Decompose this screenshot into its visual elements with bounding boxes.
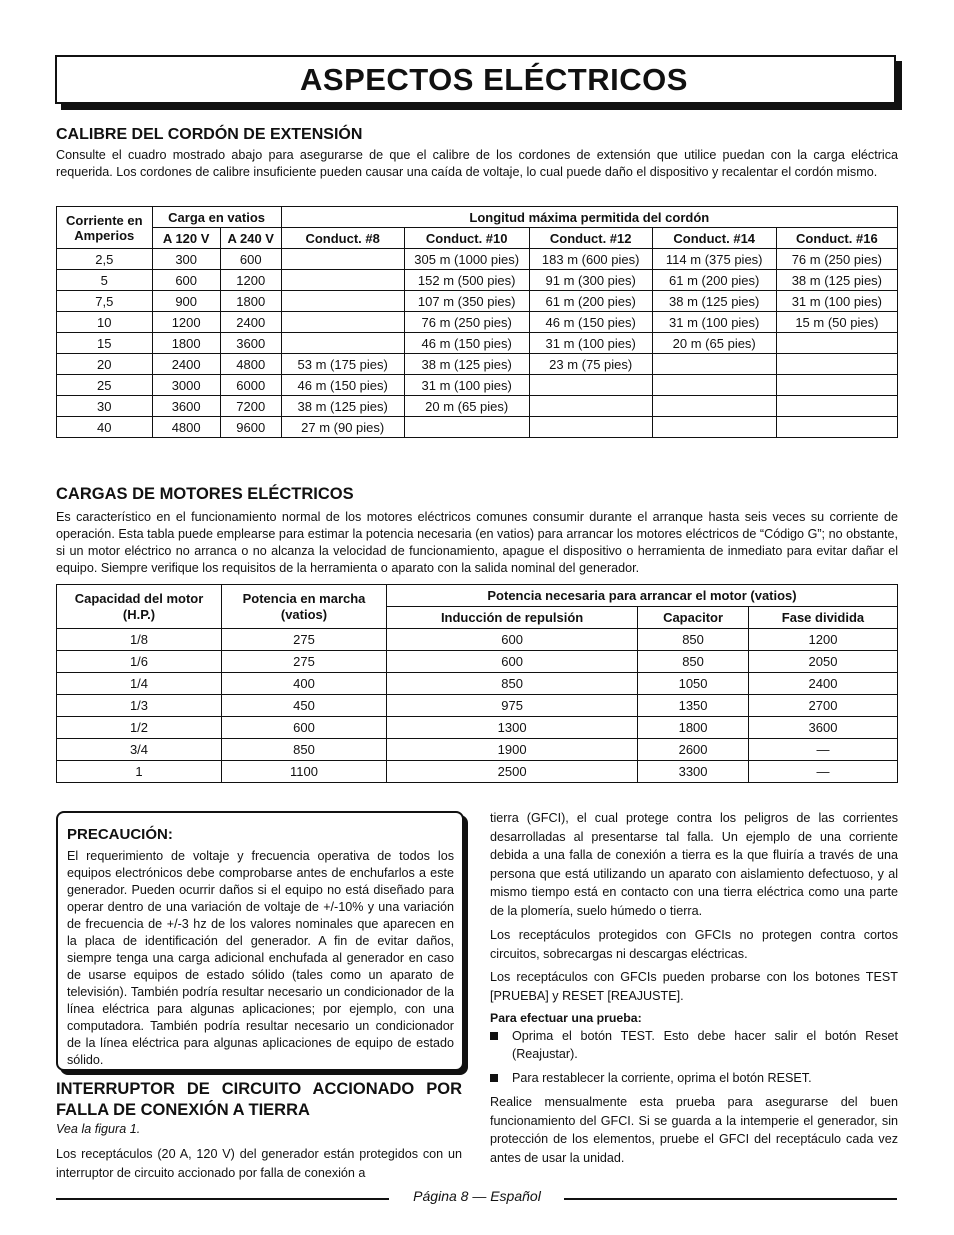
table-row (57, 270, 898, 291)
gfci-body-right-4: Realice mensualmente esta prueba para asegurarse del buen funcionamiento del GFCI. Si se guarda a la intemperie el generador, sin protección de los elementos, pruebe el GFCI del receptáculo cada vez antes de usar la unidad. (490, 1095, 898, 1165)
table-cell: 2050 (748, 651, 897, 673)
table-cell: 3/4 (57, 739, 222, 761)
test-step-1 (490, 1027, 898, 1063)
gfci-body-right-2: Los receptáculos protegidos con GFCIs no protegen contra cortos circuitos, sobrecargas ni descargas eléctricas. (490, 928, 898, 961)
gfci-body-right-1: tierra (GFCI), el cual protege contra los peligros de las corrientes desarrolladas al presentarse tal falla. Un ejemplo de una corriente debida a una falla de conexión a tierra es la que fluiría a través de una persona que está utilizando un aparato con aislamiento defectuoso, y al mismo tiempo está en contacto con una tierra eléctrica como una parte de la plomería, suelo húmedo o tierra. (490, 811, 898, 918)
section-heading-gfci: INTERRUPTOR DE CIRCUITO ACCIONADO POR FALLA DE CONEXIÓN A TIERRA (56, 1080, 462, 1119)
table-cell: 850 (222, 739, 387, 761)
table-row (57, 717, 898, 739)
table-cell: 38 m (125 pies) (281, 396, 404, 417)
table-row (57, 333, 898, 354)
table-cell (281, 270, 404, 291)
table-cell: 4800 (152, 417, 220, 438)
table-cell: 152 m (500 pies) (404, 270, 529, 291)
bullet-square-icon (490, 1074, 498, 1082)
table-cell: 2400 (220, 312, 281, 333)
table-cell: 300 (152, 249, 220, 270)
table-row (57, 695, 898, 717)
subheader-cell: Conduct. #14 (652, 228, 776, 249)
table-row (57, 673, 898, 695)
table-cell (652, 417, 776, 438)
extension-cord-table (56, 206, 898, 438)
table-cell: 7,5 (57, 291, 153, 312)
test-step-2-text: Para restablecer la corriente, oprima el botón RESET. (512, 1071, 812, 1085)
subheader-cell: Conduct. #8 (281, 228, 404, 249)
gfci-body-left: Los receptáculos (20 A, 120 V) del generador están protegidos con un interruptor de circuito accionado por falla de conexión a (56, 1147, 462, 1180)
figure-reference: Vea la figura 1. (56, 1122, 141, 1136)
table-cell: 975 (387, 695, 638, 717)
table-row (57, 375, 898, 396)
table-cell: 850 (638, 651, 749, 673)
subheader-cell: A 240 V (220, 228, 281, 249)
header-length: Longitud máxima permitida del cordón (281, 207, 897, 228)
table-cell: 1200 (220, 270, 281, 291)
table-cell: 76 m (250 pies) (776, 249, 897, 270)
table-cell: 1/6 (57, 651, 222, 673)
table-cell: 850 (638, 629, 749, 651)
table-row (57, 354, 898, 375)
table-cell: 31 m (100 pies) (529, 333, 652, 354)
caution-box (56, 811, 464, 1071)
table-cell: 91 m (300 pies) (529, 270, 652, 291)
table-cell: 3600 (220, 333, 281, 354)
table-cell: 1350 (638, 695, 749, 717)
table-cell (529, 375, 652, 396)
bullet-square-icon (490, 1032, 498, 1040)
table-cell: 1900 (387, 739, 638, 761)
table-cell: 76 m (250 pies) (404, 312, 529, 333)
table-cell: 1/2 (57, 717, 222, 739)
table-cell: 3300 (638, 761, 749, 783)
table-cell: 1050 (638, 673, 749, 695)
table-cell: 2400 (748, 673, 897, 695)
table-cell: 1/8 (57, 629, 222, 651)
table-row (57, 761, 898, 783)
table-row (57, 291, 898, 312)
header-current: Corriente en Amperios (57, 207, 153, 249)
table-cell: 275 (222, 651, 387, 673)
table-cell: 3000 (152, 375, 220, 396)
table-cell: 23 m (75 pies) (529, 354, 652, 375)
table-cell: 107 m (350 pies) (404, 291, 529, 312)
test-step-1-text: Oprima el botón TEST. Esto debe hacer salir el botón Reset (Reajustar). (512, 1029, 898, 1061)
table-cell: 6000 (220, 375, 281, 396)
table-cell: 114 m (375 pies) (652, 249, 776, 270)
table-cell: 1300 (387, 717, 638, 739)
table-cell (776, 354, 897, 375)
table-cell (652, 375, 776, 396)
table-cell: 600 (152, 270, 220, 291)
table-cell: 600 (220, 249, 281, 270)
table-cell (776, 375, 897, 396)
table-row (57, 249, 898, 270)
section-heading-cord-gauge: CALIBRE DEL CORDÓN DE EXTENSIÓN (56, 126, 363, 143)
table-row (57, 651, 898, 673)
table-cell (404, 417, 529, 438)
table-cell: 2,5 (57, 249, 153, 270)
table-cell: — (748, 739, 897, 761)
table-cell (652, 354, 776, 375)
table-cell: 15 m (50 pies) (776, 312, 897, 333)
table-cell: 9600 (220, 417, 281, 438)
table-cell: 27 m (90 pies) (281, 417, 404, 438)
table-cell: 61 m (200 pies) (652, 270, 776, 291)
header-running: Potencia en marcha (vatios) (222, 585, 387, 629)
table-row (57, 739, 898, 761)
subheader-cell: Conduct. #16 (776, 228, 897, 249)
section-body-cord-gauge: Consulte el cuadro mostrado abajo para asegurarse de que el calibre de los cordones de extensión que utilice puedan con la carga eléctrica requerida. Los cordones de calibre insuficiente pueden causar una caída de voltaje, lo cual puede daño el dispositivo y recalentar el cordón mismo. (56, 148, 898, 179)
table-cell: 40 (57, 417, 153, 438)
table-cell: 20 m (65 pies) (652, 333, 776, 354)
caution-title: PRECAUCIÓN: (67, 826, 173, 843)
caution-body: El requerimiento de voltaje y frecuencia operativa de todos los equipos electrónicos debe comprobarse antes de enchufarlos a este generador. Pueden ocurrir daños si el equipo no está diseñado para operar dentro de una variación de voltaje de +/-10% y una variación de frecuencia de +/-3 hz de los valores nominales que aparecen en la placa de identificación del generador. A fin de evitar daños, siempre tenga una carga adicional enchufada al generador en caso de usarse equipos de estado sólido (tales como un aparato de televisión). También podría resultar necesario un condicionador de la línea eléctrica para algunas aplicaciones; por ejemplo, con una computadora. También podría resultar necesario un condicionador de la línea eléctrica para algunas aplicaciones de equipo de estado sólido. (67, 849, 454, 1067)
table-row (57, 396, 898, 417)
table-cell: 46 m (150 pies) (529, 312, 652, 333)
table-cell: 600 (222, 717, 387, 739)
table-cell: 1/3 (57, 695, 222, 717)
page-title-banner (55, 55, 896, 104)
table-cell: 2500 (387, 761, 638, 783)
table-cell: 305 m (1000 pies) (404, 249, 529, 270)
table-cell: 3600 (152, 396, 220, 417)
gfci-body-right-3: Los receptáculos con GFCIs pueden probarse con los botones TEST [PRUEBA] y RESET [REAJUSTE]. (490, 970, 898, 1003)
table-cell (281, 249, 404, 270)
table-row (57, 312, 898, 333)
table-cell: 850 (387, 673, 638, 695)
table-cell: 1200 (748, 629, 897, 651)
page-footer: Página 8 — Español (413, 1188, 541, 1204)
table-row (57, 417, 898, 438)
table-cell: 31 m (100 pies) (652, 312, 776, 333)
table-row (57, 629, 898, 651)
table-cell: 10 (57, 312, 153, 333)
table-cell: 31 m (100 pies) (404, 375, 529, 396)
test-step-2 (490, 1069, 898, 1087)
table-cell: 1/4 (57, 673, 222, 695)
table-cell: 1800 (152, 333, 220, 354)
test-heading: Para efectuar una prueba: (490, 1011, 642, 1025)
table-cell: 61 m (200 pies) (529, 291, 652, 312)
header-load: Carga en vatios (152, 207, 281, 228)
table-cell: 275 (222, 629, 387, 651)
table-cell: 400 (222, 673, 387, 695)
table-cell: 7200 (220, 396, 281, 417)
subheader-cell: Capacitor (638, 607, 749, 629)
table-cell: 2400 (152, 354, 220, 375)
table-cell: 900 (152, 291, 220, 312)
table-cell: 1 (57, 761, 222, 783)
table-cell (281, 333, 404, 354)
table-cell: 38 m (125 pies) (652, 291, 776, 312)
table-cell: 2600 (638, 739, 749, 761)
table-cell: 20 m (65 pies) (404, 396, 529, 417)
table-cell (281, 312, 404, 333)
table-cell: 25 (57, 375, 153, 396)
table-cell: 30 (57, 396, 153, 417)
table-cell (529, 417, 652, 438)
table-cell (529, 396, 652, 417)
table-cell (776, 396, 897, 417)
table-cell (652, 396, 776, 417)
table-cell: 4800 (220, 354, 281, 375)
page-title: ASPECTOS ELÉCTRICOS (300, 62, 688, 97)
table-cell: 31 m (100 pies) (776, 291, 897, 312)
table-cell: 3600 (748, 717, 897, 739)
table-cell: 15 (57, 333, 153, 354)
table-cell: 2700 (748, 695, 897, 717)
table-cell: 46 m (150 pies) (404, 333, 529, 354)
table-cell: 5 (57, 270, 153, 291)
table-cell: 183 m (600 pies) (529, 249, 652, 270)
table-cell: 1800 (638, 717, 749, 739)
table-cell: 1800 (220, 291, 281, 312)
subheader-cell: Inducción de repulsión (387, 607, 638, 629)
table-cell: 38 m (125 pies) (776, 270, 897, 291)
table-cell: 600 (387, 651, 638, 673)
header-start: Potencia necesaria para arrancar el motor (vatios) (387, 585, 898, 607)
table-cell (776, 417, 897, 438)
subheader-cell: Conduct. #12 (529, 228, 652, 249)
section-heading-motor-loads: CARGAS DE MOTORES ELÉCTRICOS (56, 485, 354, 503)
table-cell: 53 m (175 pies) (281, 354, 404, 375)
table-cell (281, 291, 404, 312)
table-cell: 38 m (125 pies) (404, 354, 529, 375)
section-body-motor-loads: Es característico en el funcionamiento normal de los motores eléctricos comunes consumir durante el arranque hasta seis veces su corriente de operación. Esta tabla puede emplearse para estimar la potencia necesaria (en vatios) para arrancar los motores eléctricos de “Código G”; no obstante, si un motor eléctrico no arranca o no alcanza la velocidad de funcionamiento, apague el dispositivo o herramienta de inmediato para evitar dañar el equipo. Siempre verifique los requisitos de la herramienta o aparato con la salida nominal del generador. (56, 510, 898, 575)
subheader-cell: Conduct. #10 (404, 228, 529, 249)
table-cell: 46 m (150 pies) (281, 375, 404, 396)
table-cell (776, 333, 897, 354)
subheader-cell: A 120 V (152, 228, 220, 249)
table-cell: 450 (222, 695, 387, 717)
table-cell: 1200 (152, 312, 220, 333)
subheader-cell: Fase dividida (748, 607, 897, 629)
table-cell: 20 (57, 354, 153, 375)
table-cell: 600 (387, 629, 638, 651)
table-cell: — (748, 761, 897, 783)
table-cell: 1100 (222, 761, 387, 783)
header-capacity: Capacidad del motor (H.P.) (57, 585, 222, 629)
motor-load-table (56, 584, 898, 783)
